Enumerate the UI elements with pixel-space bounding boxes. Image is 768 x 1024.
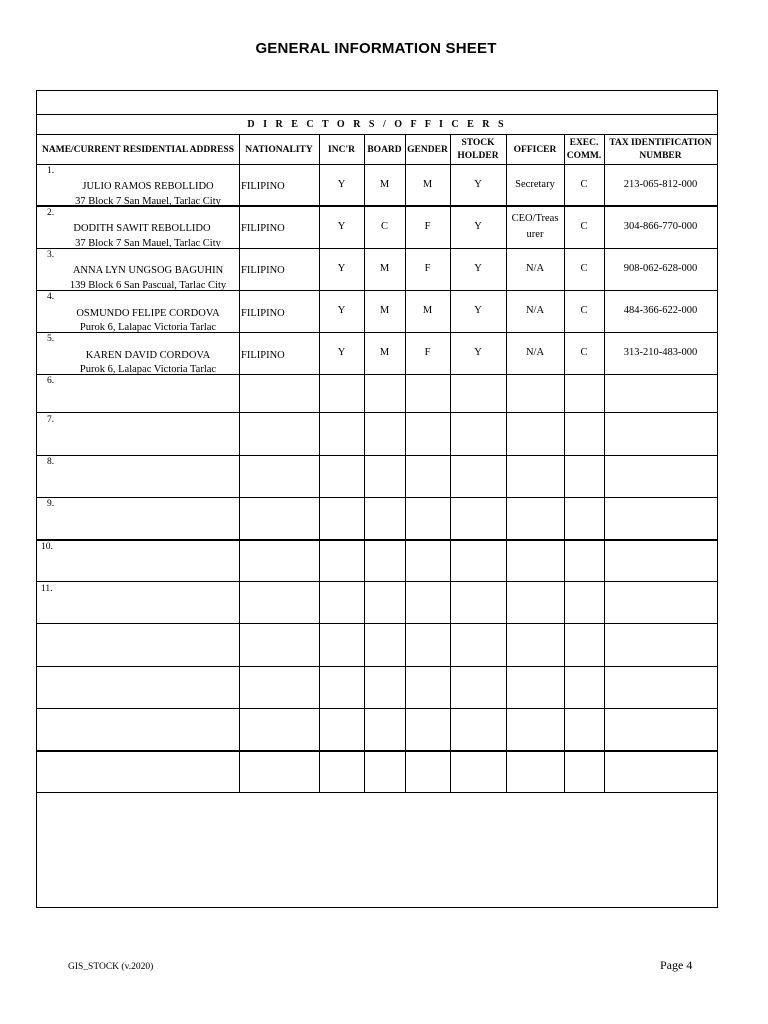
director-name: JULIO RAMOS REBOLLIDO	[82, 181, 214, 192]
header-officer: OFFICER	[513, 144, 557, 155]
exec-comm-value: C	[580, 263, 588, 274]
row-number: 2.	[47, 208, 55, 218]
rule-row-1	[37, 205, 717, 207]
gender-value: F	[424, 347, 431, 358]
rule-row-5	[37, 374, 717, 375]
page-title: GENERAL INFORMATION SHEET	[255, 40, 497, 57]
rule-row-10	[37, 581, 717, 582]
tin-value: 213-065-812-000	[623, 179, 698, 190]
header-gender: GENDER	[407, 144, 448, 155]
gender-value: F	[424, 221, 431, 232]
rule-row-2	[37, 248, 717, 249]
gender-value: F	[424, 263, 431, 274]
board-value: M	[379, 347, 390, 358]
tin-value: 304-866-770-000	[623, 221, 698, 232]
rule-row-7	[37, 455, 717, 456]
director-name: ANNA LYN UNGSOG BAGUHIN	[72, 265, 224, 276]
exec-comm-value: C	[580, 179, 588, 190]
director-address: 139 Block 6 San Pascual, Tarlac City	[69, 280, 227, 290]
header-board: BOARD	[367, 144, 402, 155]
nationality-value: FILIPINO	[241, 308, 285, 319]
director-address: 37 Block 7 San Mauel, Tarlac City	[75, 196, 221, 205]
nationality-value: FILIPINO	[241, 265, 285, 276]
form-version: GIS_STOCK (v.2020)	[68, 962, 154, 972]
rule-row-4	[37, 332, 717, 333]
officer-value: N/A	[525, 347, 545, 358]
director-name: DODITH SAWIT REBOLLIDO	[73, 223, 211, 234]
rule-row-9	[37, 539, 717, 541]
exec-comm-value: C	[580, 347, 588, 358]
incr-value: Y	[337, 263, 346, 274]
exec-comm-value: C	[580, 221, 588, 232]
director-address: Purok 6, Lalapac Victoria Tarlac	[79, 322, 217, 332]
stock-holder-value: Y	[474, 179, 482, 190]
officer-value-line-1: CEO/Treas	[511, 213, 559, 224]
header-stock-holder: STOCK HOLDER	[457, 138, 499, 161]
rule-row-8	[37, 497, 717, 498]
directors-officers-table	[36, 90, 718, 908]
nationality-value: FILIPINO	[241, 223, 285, 234]
director-name: OSMUNDO FELIPE CORDOVA	[76, 308, 220, 319]
officer-value: N/A	[525, 263, 545, 274]
rule-row-14	[37, 750, 717, 752]
row-number: 8.	[47, 457, 55, 467]
stock-holder-value: Y	[474, 263, 482, 274]
rule-row-12	[37, 666, 717, 667]
tin-value: 313-210-483-000	[623, 347, 698, 358]
incr-value: Y	[337, 347, 346, 358]
row-number: 4.	[47, 292, 55, 302]
row-number: 3.	[47, 250, 55, 260]
officer-value-line-2: urer	[526, 229, 544, 240]
row-number: 5.	[47, 334, 55, 344]
row-number: 9.	[47, 499, 55, 509]
header-nationality: NATIONALITY	[245, 144, 313, 155]
header-tin: TAX IDENTIFICATION NUMBER	[609, 138, 712, 161]
gender-value: M	[422, 305, 433, 316]
gender-value: M	[422, 179, 433, 190]
rule-row-13	[37, 708, 717, 709]
header-exec-comm: EXEC. COMM.	[566, 138, 602, 161]
director-name: KAREN DAVID CORDOVA	[85, 350, 211, 361]
director-address: Purok 6, Lalapac Victoria Tarlac	[79, 364, 217, 374]
header-name-address: NAME/CURRENT RESIDENTIAL ADDRESS	[42, 144, 234, 155]
rule-row-15	[37, 792, 717, 793]
section-title: D I R E C T O R S / O F F I C E R S	[247, 119, 507, 130]
officer-value: Secretary	[515, 179, 555, 190]
stock-holder-value: Y	[474, 221, 482, 232]
nationality-value: FILIPINO	[241, 181, 285, 192]
row-number: 1.	[47, 166, 55, 176]
header-incr: INC'R	[328, 144, 355, 155]
officer-value: N/A	[525, 305, 545, 316]
director-address: 37 Block 7 San Mauel, Tarlac City	[75, 238, 221, 247]
incr-value: Y	[337, 221, 346, 232]
board-value: M	[379, 179, 390, 190]
row-number: 7.	[47, 415, 55, 425]
tin-value: 484-366-622-000	[623, 305, 698, 316]
exec-comm-value: C	[580, 305, 588, 316]
row-number: 6.	[47, 376, 55, 386]
row-number: 11.	[41, 584, 53, 594]
incr-value: Y	[337, 305, 346, 316]
tin-value: 908-062-628-000	[623, 263, 698, 274]
rule-row-3	[37, 290, 717, 291]
incr-value: Y	[337, 179, 346, 190]
stock-holder-value: Y	[474, 347, 482, 358]
nationality-value: FILIPINO	[241, 350, 285, 361]
board-value: M	[379, 305, 390, 316]
board-value: M	[379, 263, 390, 274]
page-number: Page 4	[660, 958, 693, 972]
rule-row-11	[37, 623, 717, 624]
row-number: 10.	[41, 542, 53, 552]
board-value: C	[380, 221, 388, 232]
rule-row-6	[37, 412, 717, 413]
stock-holder-value: Y	[474, 305, 482, 316]
